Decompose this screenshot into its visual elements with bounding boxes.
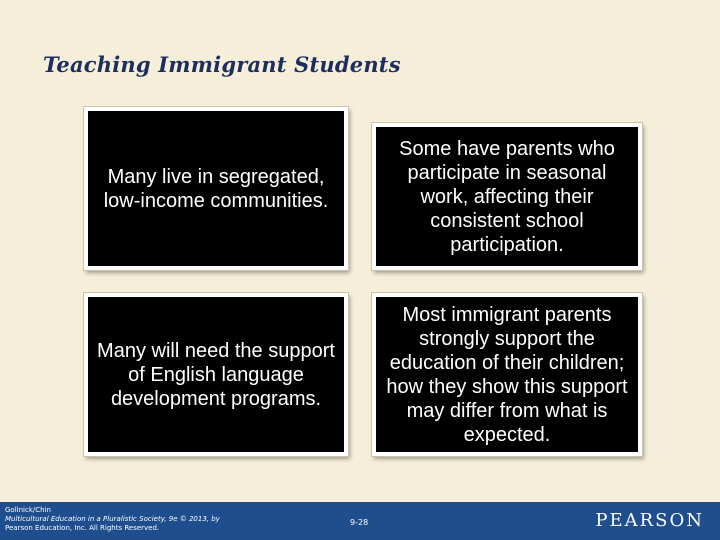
- text-box-parent-support: Most immigrant parents strongly support the education of their children; how they show this support may differ from what is expected.: [372, 293, 642, 456]
- credit-publisher: Pearson Education, Inc. All Rights Reserved.: [5, 524, 160, 532]
- pearson-logo: PEARSON: [595, 510, 704, 531]
- text-box-seasonal-work: Some have parents who participate in seasonal work, affecting their consistent school participation.: [372, 123, 642, 270]
- footer-bar: [0, 502, 720, 540]
- text-box-english-language-support: Many will need the support of English language development programs.: [84, 293, 348, 456]
- page-number: 9-28: [350, 518, 369, 527]
- slide-title: Teaching Immigrant Students: [43, 52, 401, 77]
- copyright-credit: [5, 506, 265, 533]
- credit-book: Multicultural Education in a Pluralistic Society, 9e © 2013, by: [5, 515, 220, 523]
- text-box-segregated-communities: Many live in segregated, low-income communities.: [84, 107, 348, 270]
- credit-authors: Gollnick/Chin: [5, 506, 51, 514]
